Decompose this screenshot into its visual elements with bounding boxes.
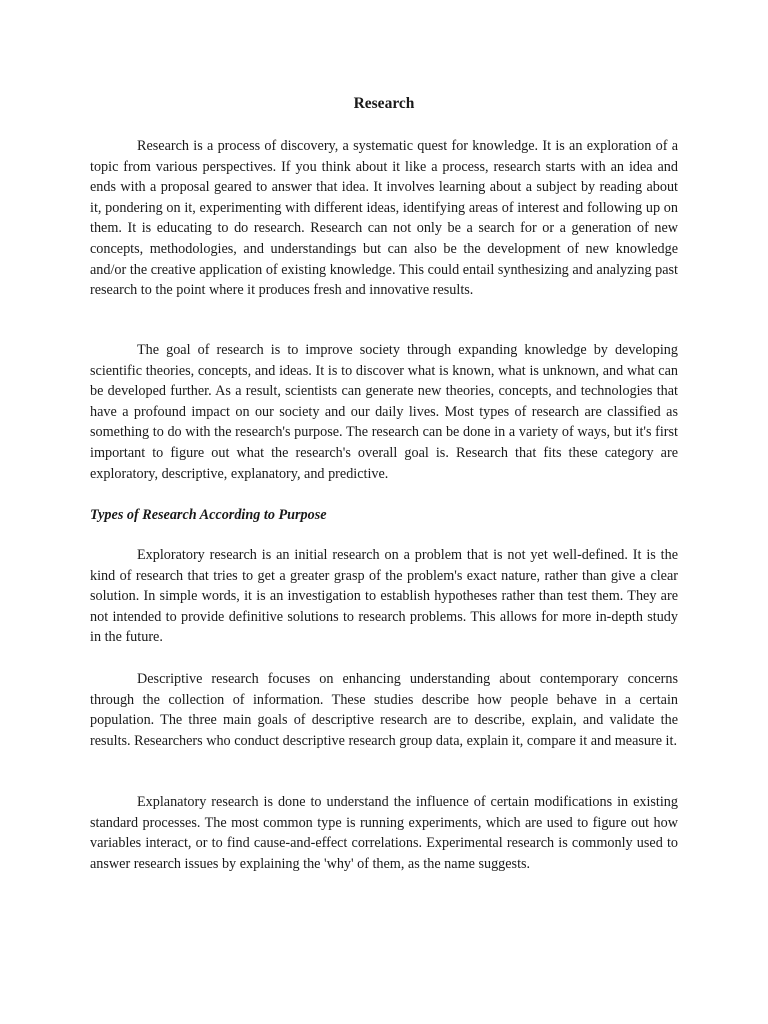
- exploratory-paragraph: Exploratory research is an initial research on a problem that is not yet well-defined. It is the kind of research that tries to get a greater grasp of the problem's exact nature, rather than give a clear solution. In simple words, it is an investigation to establish hypotheses rather than test them. They are not intended to provide definitive solutions to research problems. This allows for more in-depth study in the future.: [90, 547, 678, 646]
- page-title: Research: [353, 95, 415, 112]
- goal-paragraph: The goal of research is to improve society through expanding knowledge by developing scientific theories, concepts, and ideas. It is to discover what is known, what is unknown, and what can be developed further. As a result, scientists can generate new theories, concepts, and technologies that have a profound impact on our society and our daily lives. Most types of research are classified as something to do with the research's purpose. The research can be done in a variety of ways, but it's first important to figure out what the research's overall goal is. Research that fits these category are exploratory, descriptive, explanatory, and predictive.: [90, 342, 678, 482]
- descriptive-paragraph: Descriptive research focuses on enhancing understanding about contemporary concerns through the collection of information. These studies describe how people behave in a certain population. The three main goals of descriptive research are to describe, explain, and validate the results. Researchers who conduct descriptive research group data, explain it, compare it and measure it.: [90, 671, 678, 749]
- explanatory-paragraph: Explanatory research is done to understand the influence of certain modifications in existing standard processes. The most common type is running experiments, which are used to figure out how variables interact, or to find cause-and-effect correlations. Experimental research is commonly used to answer research issues by explaining the 'why' of them, as the name suggests.: [90, 794, 678, 872]
- intro-paragraph: Research is a process of discovery, a systematic quest for knowledge. It is an exploration of a topic from various perspectives. If you think about it like a process, research starts with an idea and ends with a proposal geared to answer that idea. It involves learning about a subject by reading about it, pondering on it, experimenting with different ideas, identifying areas of interest and following up on them. It is educating to do research. Research can not only be a search for or a generation of new concepts, methodologies, and understandings but can also be the development of new knowledge and/or the creative application of existing knowledge. This could entail synthesizing and analyzing past research to the point where it produces fresh and innovative results.: [90, 138, 678, 299]
- section-heading: Types of Research According to Purpose: [90, 507, 327, 523]
